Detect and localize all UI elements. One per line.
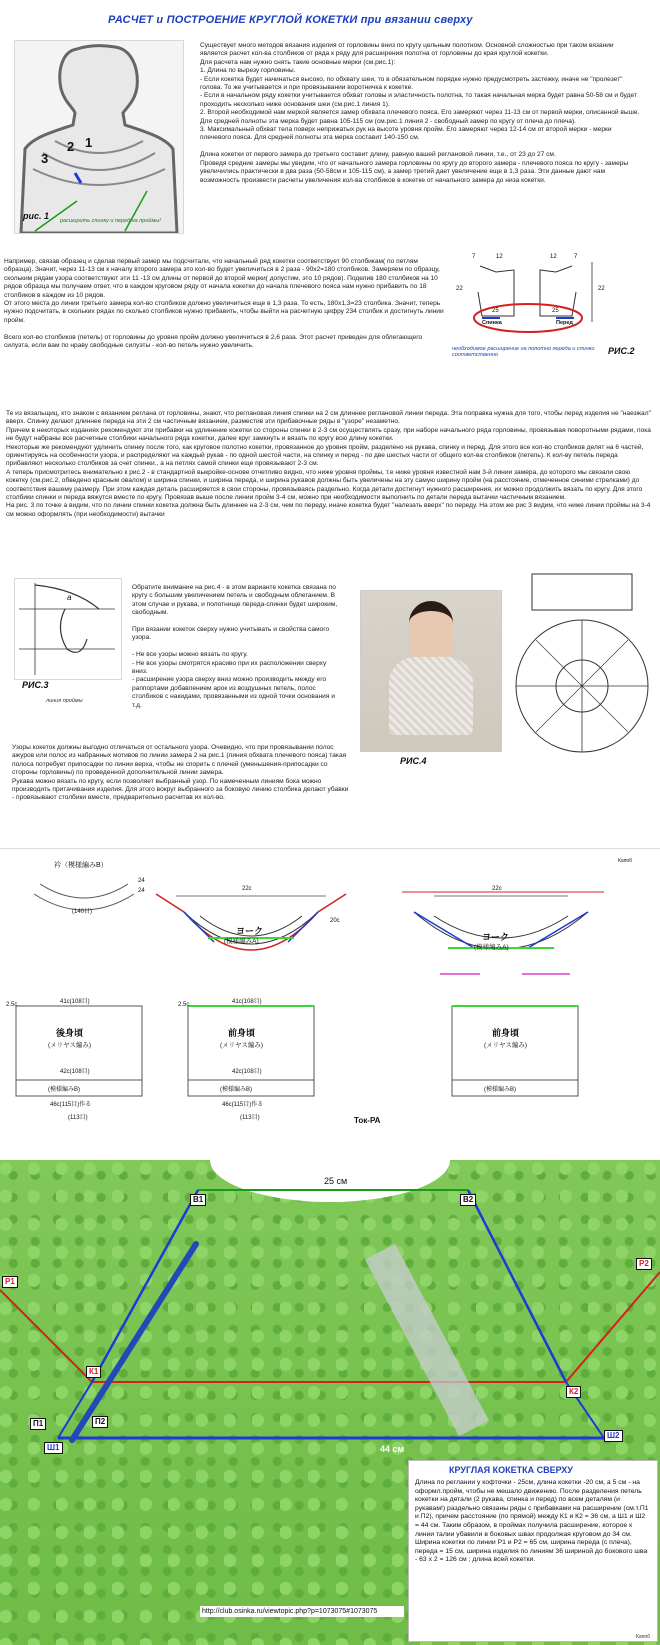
body-silhouette-figure	[15, 41, 183, 233]
jp-dim-yoke-depth: 20c	[330, 918, 340, 924]
jp-label-stockinette-b: (メリヤス編み)	[220, 1042, 264, 1049]
jp-label-pattern-b1: (模様編みB)	[48, 1087, 80, 1093]
jp-dim-back-width-2: 42c(108目)	[60, 1069, 90, 1075]
jp-dim-total-b: (113目)	[240, 1115, 260, 1121]
measure-top-label: 25 см	[324, 1176, 348, 1186]
fig2-dim-22a: 22	[456, 286, 463, 292]
figure-1	[14, 40, 184, 234]
fig2-dim-12a: 12	[496, 254, 503, 260]
info-box-text: Длина по реглании у кофточки - 25см, длина кокетки -20 см, а 5 см - на оформл.пройм, чтобы не мешало движению. После разделения петель кокетки на детали (2 рукава, спинка и перед) по всем деталям (и рукавам!) раздельно связаны ряды с прибавками на расширение (см.т.П1 и П2), причем расстояние (по прямой) между К1 и К2 = 36 см, а Ш1 и Ш2 = 44 см. Таким образом, в проймах получила расширение, которое к линии талии убавили в боковых швах продолжая круговом до 34 см. Ширина кокетки по линии Р1 и Р2 = 65 см, ширина переда (с плеча), переда = 15 см, ширина изделия по линиям 36 шириной до бокового шва - 63 х 2 = 126 см ; длина всей кокетки.	[415, 1479, 649, 1564]
figure-3-note: линия проймы	[46, 698, 83, 704]
schematic-panel	[4, 856, 656, 1128]
point-p1: Р1	[2, 1276, 18, 1288]
fig2-dim-7a: 7	[472, 254, 476, 260]
figure-1-caption: рис. 1	[23, 211, 50, 221]
photo-signature: Капоб	[636, 1634, 651, 1640]
jp-label-pattern-b3: (模様編みB)	[484, 1087, 516, 1093]
schematic-signature: Капоб	[618, 858, 633, 864]
photo-head	[409, 601, 453, 665]
fig2-dim-22b: 22	[598, 286, 605, 292]
source-url[interactable]: http://club.osinka.ru/viewtopic.php?p=1073075#1073075	[200, 1606, 404, 1617]
jp-label-yoke-a: ヨーク	[236, 926, 264, 936]
section-4-text-right: Обратите внимание на рис.4 - в этом варианте кокетка связана по кругу с большим увеличением петель и свободным облеганием. В этом случае и рукава, и полотнище переда-спинки будет широким, свободным. При вязании кокеток сверху нужно учитывать и свойства самого узора. - Не все узоры можно вязать по кругу. - Не все узоры смотрятся красиво при их расположении сверху вниз. - расширение узора сверху вниз можно производить между его раппортами добавлением арок из воздушных петель, полос столбиков с накидами, провязанными из одной точки основания и т.д.	[132, 584, 338, 709]
jp-dim-side-a: 2.5c	[6, 1002, 18, 1008]
info-box	[408, 1460, 658, 1642]
point-pi2: П2	[92, 1416, 108, 1428]
divider	[0, 848, 660, 849]
jp-label-yoke-b: ヨーク	[482, 932, 510, 942]
jp-dim-collar-stitches: (140目)	[72, 909, 93, 915]
jp-label-collar: 衿（模様編みB）	[54, 862, 108, 869]
fig2-label-front: Перед	[556, 320, 573, 326]
yoke-circle-drawing	[512, 570, 652, 778]
pattern-draft-figure	[452, 252, 652, 348]
page-title: РАСЧЕТ и ПОСТРОЕНИЕ КРУГЛОЙ КОКЕТКИ при вязании сверху	[108, 14, 473, 26]
fig2-dim-7b: 7	[574, 254, 578, 260]
point-p2: Р2	[636, 1258, 652, 1270]
section-4-text-bottom: Узоры кокеток должны выгодно отличаться от остального узора. Очевидно, что при провязывании полос ажуров или полос из набранных мотивов по линии замера 2 на рис.1 (линия обхвата плечевого пояса) такая полоса потребует припосадки по линии верха, чтобы не спорить с плечей (уменьшения-припосадки со стороны горловины) по проведенной дополнительной линии замера. Рукава можно вязать по кругу, если позволяет выбранный узор. По намеченным линиям бока можно производить притачивания изделия. Для этого вокруг выбранного за боковую линию столбика делают убавки - провязывают столбики вместе, предварительно расчитав их кол-во.	[12, 744, 349, 802]
jp-dim-collar-b: 24	[138, 888, 145, 894]
measure-bottom-label: 44 см	[380, 1444, 405, 1454]
jp-dim-side-b: 2.5c	[178, 1002, 190, 1008]
photo-woman	[360, 590, 502, 752]
section-2-text: Например, связав образец и сделав первый замер мы подсчитали, что начальный ряд кокетки соответствует 90 столбикам( по петлям образца). Значит, через 11-13 см к началу второго замера это кол-во будет увеличиться в 2 раза - 90х2=180 столбиков. Замеряем по образцу, скольким рядам узора соответствуют эти 11 -13 см длины от первой до второй мерки( допустим, это 10 рядов). Поделив 180 столбиков на 10 рядов образца мы получаем ответ, что в каждом круговом ряду от начала кокетки до начала плечевого пояса нам нужно прибавить по 18 столбиков в каждом из 10 рядов. От этого места до линии третьего замера кол-во столбиков должно увеличиться еще в 1,3 раза. То есть, 180х1,3=23 столбика. Значит, теперь нужно подсчитать, в скольких рядах по сколько столбиков нужно прибавить, чтобы выйти на расчетную цифру 234 столбик и достигнуть линии пройм. Всего кол-во столбиков (петель) от горловины до уровня пройм должно увеличиться в 2,6 раза. Этот расчет приведен для облегающего силуэта, если вам по нраву свободные силуэты - кол-во петель нужно увеличить.	[4, 258, 444, 350]
fig2-dim-25b: 25	[552, 308, 559, 314]
info-box-title: КРУГЛАЯ КОКЕТКА СВЕРХУ	[449, 1465, 573, 1475]
jp-label-front-body-a: 前身頃	[228, 1028, 256, 1038]
jp-label-stockinette-a: (メリヤス編み)	[48, 1042, 92, 1049]
point-sh2: Ш2	[604, 1430, 623, 1442]
fig2-dim-12b: 12	[550, 254, 557, 260]
point-k1: К1	[86, 1366, 101, 1378]
figure-2-caption: РИС.2	[608, 346, 635, 356]
jp-label-pattern-a1: (模様編みA)	[224, 938, 259, 945]
figure-3-caption: РИС.3	[22, 680, 49, 690]
knit-photo	[0, 1160, 660, 1645]
jp-label-pattern-b2: (模様編みB)	[220, 1087, 252, 1093]
figure-1-number-1: 1	[85, 135, 93, 150]
figure-yoke-circle	[512, 570, 652, 778]
section-1-text: Существует много методов вязания изделия от горловины вниз по кругу цельным полотном. Основной сложностью при таком вязании является расчет кол-ва столбиков от ряда к ряду для расширения полотна от горловины до края круглой кокетки. Для расчета нам нужно снять такие основные мерки (см.рис.1): 1. Длина по вырезу горловины. - Если кокетка будет начинаться высоко, по обхвату шеи, то в обязательном порядке нужно предусмотреть застежку, иначе не "пролезет" голова. То же учитывается и при провязывании воротничка к кокетке. - Если в начальном ряду кокетки учитывается обхват головы и эластичность полотна, то такая начальная мерка будет равна 50-58 см и будет проходить несколько ниже основания шеи (см.рис.1 линия 1). 2. Второй необходимой нам меркой является замер обхвата плечевого пояса. Его замеряют через 11-13 см от первой мерки, описанной выше. Для средней полноты эта мерка будет равна 105-115 см (см.рис.1 линия 2 - свободный замер по кругу от плеча до плеча). 3. Максимальный обхват тела поверх неприжатых рук на высоте уровня пройм. Его замеряют через 12-14 см от второй мерки - мерки плечевого пояса. Для средней полноты эта мерка составит 140-150 см. Длина кокетки от первого замера до третьего составит длину, равную вашей реглановой линии, т.е., от 23 до 27 см. Проведя средние замеры мы увидим, что от начального замера горловины по кругу до второго замера - плечевого пояса по кругу - замеры увеличились практически в два раза (50-58см и 105-115 см), а замер третий дает увеличение еще в 1,3 раза. Эти данные дают нам возможность произвести расчеты увеличения кол-ва столбиков в кокетке от начального замера до низа кокетки.	[200, 42, 640, 184]
point-sh1: Ш1	[44, 1442, 63, 1454]
jp-dim-front-width-2: 42c(108目)	[232, 1069, 262, 1075]
jp-dim-yoke-top-b: 22c	[492, 886, 502, 892]
figure-1-number-2: 2	[67, 139, 75, 154]
figure-1-note: расширить спинку и перед на проймы!	[60, 218, 161, 224]
jp-dim-total-a: (113目)	[68, 1115, 88, 1121]
jp-label-stockinette-c: (メリヤス編み)	[484, 1042, 528, 1049]
fig2-label-back: Спинка	[482, 320, 502, 326]
point-b2: В2	[460, 1194, 476, 1206]
jp-dim-yoke-top-a: 22c	[242, 886, 252, 892]
jp-dim-hem-a: 46c(115目)作る	[50, 1102, 92, 1108]
photo-top	[389, 657, 473, 735]
point-k2: К2	[566, 1386, 581, 1398]
jp-dim-back-width: 41c(108目)	[60, 999, 90, 1005]
jp-label-front-body-b: 前身頃	[492, 1028, 520, 1038]
figure-3	[14, 578, 122, 680]
section-3-text: Те из вязальщиц, кто знаком с вязанием реглана от горловины, знают, что реглановая линия спинки на 2 см длиннее реглановой линии переда. Эта поправка нужна для того, чтобы перед изделия не "наезжал" вверх. Спинку делают длиннее переда на эти 2 см частичным вязанием, разместив эти прибавочные ряды в "узоре" незаметно. Причем в некоторых изданиях рекомендуют эти прибавки на удлинение кокетки со стороны спинки в 2-3 см осуществлять сразу, при наборе начального ряда горловины, провязывая поворотными рядами, пока не будут набраны все расчетные столбики начального ряда кокетки, далее круг замкнуть и вязать по кругу всю длину кокетки. Некоторые же рекомендуют удлинить спинку после того, как круговое полотно кокетки, провязанное до уровня пройм, разделено на рукава, спинку и перед. Для этого все кол-во столбиков делят на 6 частей, ориентируясь на особенности узора, и распределяют на каждый рукав - по одной шестой части, на спинку и перед - по две шестых части от общего кол-ва столбиков (петель). К кол-ву петель переда прибавляют несколько столбиков за счет спинки., а на петлях самой спинки еще провязывают 2-3 см. А теперь присмотритесь внимательно к рис.2 - в стандартной выкройке-основе отчетливо видно, что ниже уровня проймы, т.е ниже уровня известной нам 3-й линии замера, до которого мы связали свою кокетку (см.рис.2, обведено красным овалом) и ширина спинки, и ширина переда, и ширина рукавов должны быть увеличены на эту самую ширину пройм (на расстояние, отмеченное синими стрелками) до соответствия вашему размеру. При этом каждая деталь расширяется в свои стороны, провязываясь раздельно. Когда детали достигнут нужного расширения, их можно продолжить вязать по кругу. Для этого столбики спинки и переда вяжутся вместе по кругу. Провязав выше после линии пройм 3-4 см, можно при необходимости выполнить по детали переда вытачки частичным вязанием. На рис. 3 по точке а видим, что по линии спинки кокетка должна быть длиннее на 2-3 см, чем по переду, иначе кокетка будет "налезать вверх" по переду. На этом же рис 3 видим, что ниже линии проймы на 3-4 см можно оформлять (при необходимости) вытачки	[6, 410, 651, 518]
fig2-dim-25a: 25	[492, 308, 499, 314]
jp-dim-collar-a: 24	[138, 878, 145, 884]
japanese-pattern-schematic	[4, 856, 656, 1128]
schematic-credit: Ток-РА	[354, 1116, 381, 1125]
figure-3-mark-a: а	[67, 593, 72, 602]
figure-2	[452, 252, 652, 372]
point-b1: В1	[190, 1194, 206, 1206]
jp-label-pattern-a2: (模様編みA)	[474, 944, 509, 951]
figure-4-caption: РИС.4	[400, 756, 427, 766]
point-pi1: П1	[30, 1418, 46, 1430]
jp-dim-hem-b: 46c(115目)作る	[222, 1102, 264, 1108]
figure-1-number-3: 3	[41, 151, 49, 166]
jp-label-back-body: 後身頃	[56, 1028, 84, 1038]
figure-2-note: необходимое расширение на полотно переда и спинки соответственно	[452, 346, 595, 358]
jp-dim-front-width-a: 41c(108目)	[232, 999, 262, 1005]
